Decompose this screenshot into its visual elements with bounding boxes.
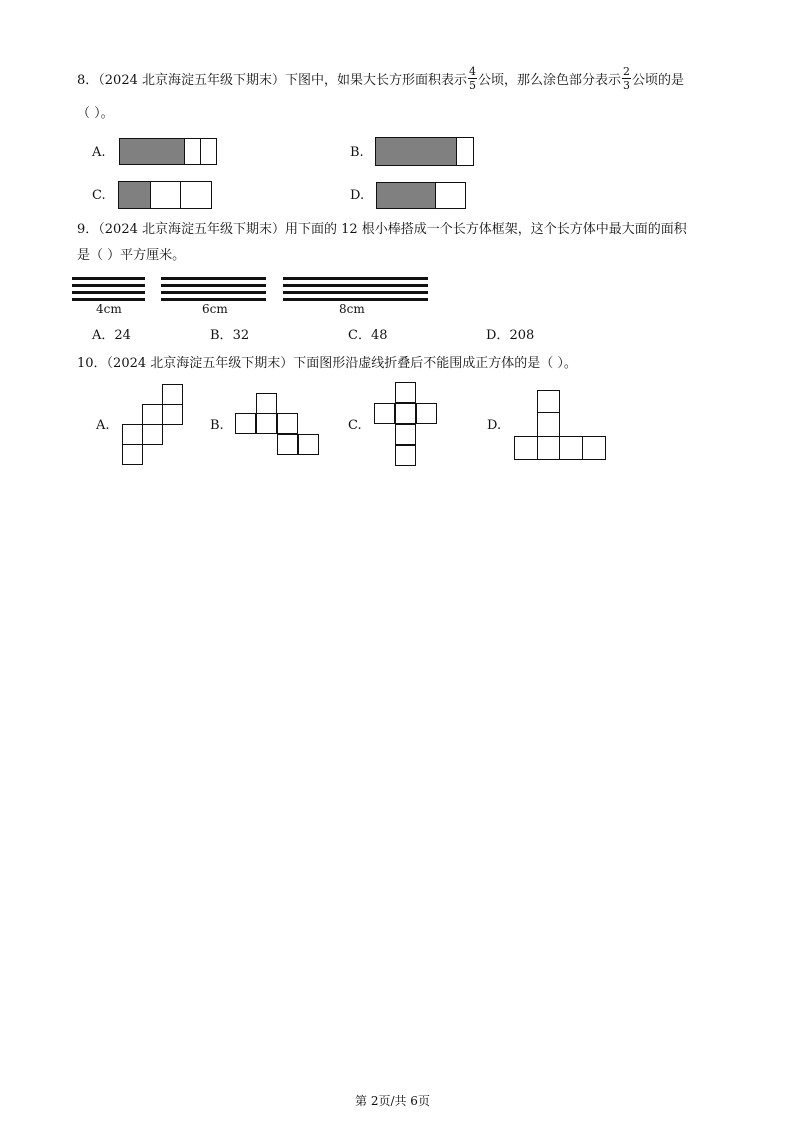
net-square <box>395 382 416 403</box>
net-square <box>122 424 143 445</box>
stick <box>161 291 266 294</box>
q9-line-1 <box>77 222 687 238</box>
q8-number: 8． <box>77 73 99 88</box>
net-square <box>514 436 538 460</box>
q9-text-1: 用下面的 12 根小棒搭成一个长方体框架，这个长方体中最大面的面积 <box>285 222 687 237</box>
q8-option-c-label: C. <box>92 188 106 203</box>
net-square <box>142 424 163 445</box>
stick <box>283 284 428 287</box>
bar-segment-shaded <box>136 139 153 164</box>
bar-segment-shaded <box>152 139 169 164</box>
q10-source: （2024 北京海淀五年级下期末） <box>106 356 294 371</box>
stick <box>161 298 266 301</box>
q9-option-c[interactable]: C．48 <box>348 328 388 343</box>
page-footer: 第 2页/共 6页 <box>355 1094 430 1108</box>
bar-segment-shaded <box>377 183 407 208</box>
net-square <box>537 412 560 437</box>
bar-segment-shaded <box>424 138 441 165</box>
bar-segment <box>184 139 201 164</box>
q10-option-a-label: A. <box>96 418 110 433</box>
stick-label-8cm: 8cm <box>339 302 365 316</box>
net-square <box>277 434 298 455</box>
bar-segment-shaded <box>120 139 137 164</box>
q8-option-b-bar[interactable] <box>375 137 474 166</box>
net-square <box>537 436 560 460</box>
q8-text-3: 公顷的是 <box>632 73 685 88</box>
q8-line-1 <box>77 65 685 93</box>
q9-number: 9． <box>77 222 99 237</box>
q8-blank: （ ）。 <box>77 106 114 121</box>
q10-line-1 <box>77 356 577 372</box>
q9-option-a[interactable]: A．24 <box>92 328 131 343</box>
stick-label-4cm: 4cm <box>96 302 122 316</box>
net-square <box>256 413 277 434</box>
net-square <box>416 403 437 424</box>
stick <box>72 284 145 287</box>
bar-segment-shaded <box>406 183 436 208</box>
q9-option-d[interactable]: D．208 <box>486 328 535 343</box>
q8-option-b-label: B. <box>350 145 364 160</box>
net-square <box>298 434 319 455</box>
bar-segment-shaded <box>440 138 457 165</box>
net-square <box>395 445 416 466</box>
q10-option-d-label: D. <box>487 418 502 433</box>
q8-option-d-bar[interactable] <box>376 182 466 209</box>
net-square <box>162 404 183 425</box>
stick <box>161 277 266 280</box>
bar-segment-shaded <box>376 138 393 165</box>
net-square <box>395 424 416 445</box>
net-square <box>277 413 298 434</box>
q8-option-a-bar[interactable] <box>119 138 217 165</box>
q10-number: 10． <box>77 356 107 371</box>
stick <box>72 298 145 301</box>
net-square <box>122 444 143 465</box>
stick <box>72 291 145 294</box>
q9-line-2: 是（ ）平方厘米。 <box>77 248 186 263</box>
q8-option-d-label: D. <box>350 188 365 203</box>
stick <box>283 298 428 301</box>
stick <box>72 277 145 280</box>
q10-text: 下面图形沿虚线折叠后不能围成正方体的是（ ）。 <box>293 356 577 371</box>
bar-segment-shaded <box>408 138 425 165</box>
q8-option-a-label: A. <box>92 145 106 160</box>
net-square <box>537 390 560 413</box>
bar-segment-shaded <box>119 182 151 208</box>
net-square <box>162 384 183 405</box>
stick-label-6cm: 6cm <box>202 302 228 316</box>
stick <box>283 291 428 294</box>
net-square <box>582 436 606 460</box>
net-square <box>142 404 163 425</box>
q9-option-b[interactable]: B．32 <box>210 328 250 343</box>
net-square <box>374 403 395 424</box>
net-square <box>235 413 256 434</box>
q10-option-c-label: C. <box>348 418 362 433</box>
net-square <box>559 436 583 460</box>
net-square <box>256 393 277 414</box>
q8-fraction-4-5: $\frac{4}{5}$ <box>469 65 477 92</box>
bar-segment <box>150 182 181 208</box>
bar-segment-shaded <box>392 138 409 165</box>
q9-source: （2024 北京海淀五年级下期末） <box>98 222 285 237</box>
q8-option-c-bar[interactable] <box>118 181 212 209</box>
q8-fraction-2-3: $\frac{2}{3}$ <box>623 65 631 92</box>
net-square <box>395 403 416 424</box>
q8-source: （2024 北京海淀五年级下期末） <box>98 73 285 88</box>
stick <box>283 277 428 280</box>
q8-text-1: 下图中，如果大长方形面积表示 <box>285 73 468 88</box>
q8-text-2: 公顷，那么涂色部分表示 <box>478 73 622 88</box>
q10-option-b-label: B. <box>210 418 224 433</box>
stick <box>161 284 266 287</box>
bar-segment-shaded <box>168 139 185 164</box>
